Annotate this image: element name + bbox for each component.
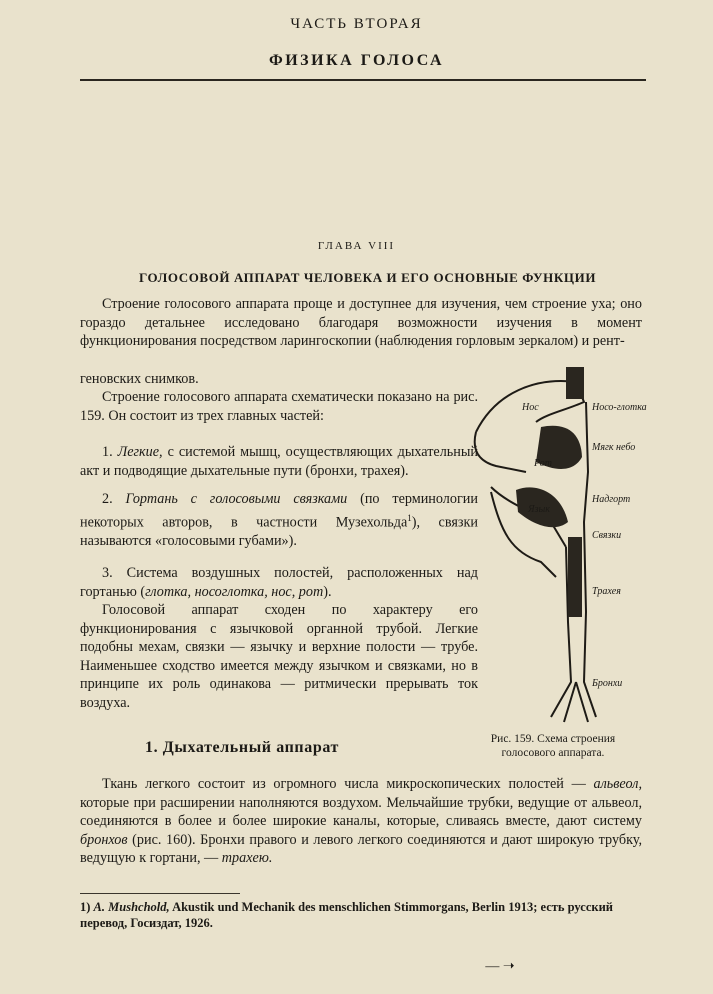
term-trachea: трахею. (221, 850, 273, 867)
footnote (80, 899, 642, 931)
pharynx-wall (584, 402, 588, 612)
footnote-mark: 1) (80, 900, 91, 914)
paragraph-lungs (80, 443, 478, 480)
caption-line-2: голосового аппарата. (501, 747, 605, 759)
vocal-apparatus-diagram (456, 362, 656, 732)
larynx-fill (568, 537, 582, 617)
paragraph-intro-tail: геновских снимков. (80, 371, 199, 387)
text-run: (рис. 160). Бронхи правого и левого легкого соединяются и дают широкую трубку, ведущую к гортани, — (80, 831, 642, 867)
item-text-end: ), связки называются «голосовыми губами»). (80, 514, 478, 549)
paragraph-larynx (80, 490, 478, 551)
label-yazyk: Язык (528, 504, 550, 515)
footnote-author: A. Mushchold, (93, 900, 170, 914)
term-cavities: глотка, носоглотка, нос, рот (145, 583, 324, 600)
item-text: (по терминологии некоторых авторов, в частности Музехольда (80, 491, 478, 531)
figure-caption (452, 732, 654, 760)
footnote-ref[interactable]: 1 (407, 512, 412, 523)
term-bronchi: бронхов (80, 831, 128, 848)
chapter-label: ГЛАВА VIII (317, 240, 396, 252)
section-heading: 1. Дыхательный аппарат (145, 739, 339, 756)
paragraph-respiratory (80, 775, 642, 868)
header-rule (80, 79, 646, 81)
item-text: 3. Система воздушных полостей, расположенных над гортанью ( (80, 565, 478, 600)
chapter-title: ГОЛОСОВОЙ АППАРАТ ЧЕЛОВЕКА И ЕГО ОСНОВНЫЕ ФУНКЦИИ (138, 270, 597, 285)
palate-outline (475, 432, 526, 472)
paragraph-intro: Строение голосового аппарата проще и доступнее для изучения, чем строение уха; оно гораздо детальнее исследовано благодаря возможности изучения в момент функционирования посредством ларингоскопии (наблюдения горловым зеркалом) и рент- (80, 296, 642, 350)
label-myagk-nebo: Мягк небо (592, 442, 636, 453)
paragraph-structure: Строение голосового аппарата схематически показано на рис. 159. Он состоит из трех главных частей: (80, 389, 478, 424)
part-heading: ЧАСТЬ ВТОРАЯ (290, 16, 423, 32)
label-svyazki: Связки (592, 530, 622, 541)
term-lungs: Легкие, (117, 444, 163, 460)
item-number: 2. (102, 491, 113, 507)
item-text: с системой мышц, осуществляющих дыхательный акт и подводящие дыхательные пути (бронхи, трахея). (80, 444, 478, 479)
trachea-right (584, 612, 596, 717)
label-nosoglotka: Носо-глотка (592, 402, 647, 413)
footer-mark: — ➝ (485, 959, 515, 974)
label-nos: Нос (522, 402, 539, 413)
footnote-text: Akustik und Mechanik des menschlichen Stimmorgans, Berlin 1913; есть русский перевод, Госиздат, 1926. (80, 900, 613, 930)
label-nadgort: Надгорт (592, 494, 631, 505)
item-text-end: ). (323, 583, 332, 600)
paragraph-cavities (80, 564, 478, 601)
text-run: Ткань легкого состоит из огромного числа микроскопических полостей — (102, 776, 594, 792)
term-alveoli: альвеол, (593, 776, 642, 792)
paragraph-analogy: Голосовой аппарат сходен по характеру его функционирования с язычковой органной трубой. Легкие подобны мехам, связки — язычку и верхние полости — трубе. Наименьшее сходство имеется между язычком и связками, но в принципе их роль одинакова — ритмически прерывать ток воздуха. (80, 602, 478, 711)
item-number: 1. (102, 444, 113, 460)
caption-line-1: Рис. 159. Схема строения (490, 733, 616, 745)
label-rot: Рот (534, 458, 552, 469)
label-traheya: Трахея (592, 586, 621, 597)
label-bronhi: Бронхи (592, 678, 623, 689)
footnote-rule (80, 893, 240, 894)
nose-hatch (566, 367, 584, 399)
term-larynx: Гортань с голосовыми связками (125, 491, 348, 507)
text-run: которые при расширении наполняются воздухом. Мельчайшие трубки, ведущие от альвеол, соединяются в более и более широкие каналы, которые, сливаясь вместе, дают систему (80, 794, 642, 830)
part-title: ФИЗИКА ГОЛОСА (268, 52, 445, 69)
